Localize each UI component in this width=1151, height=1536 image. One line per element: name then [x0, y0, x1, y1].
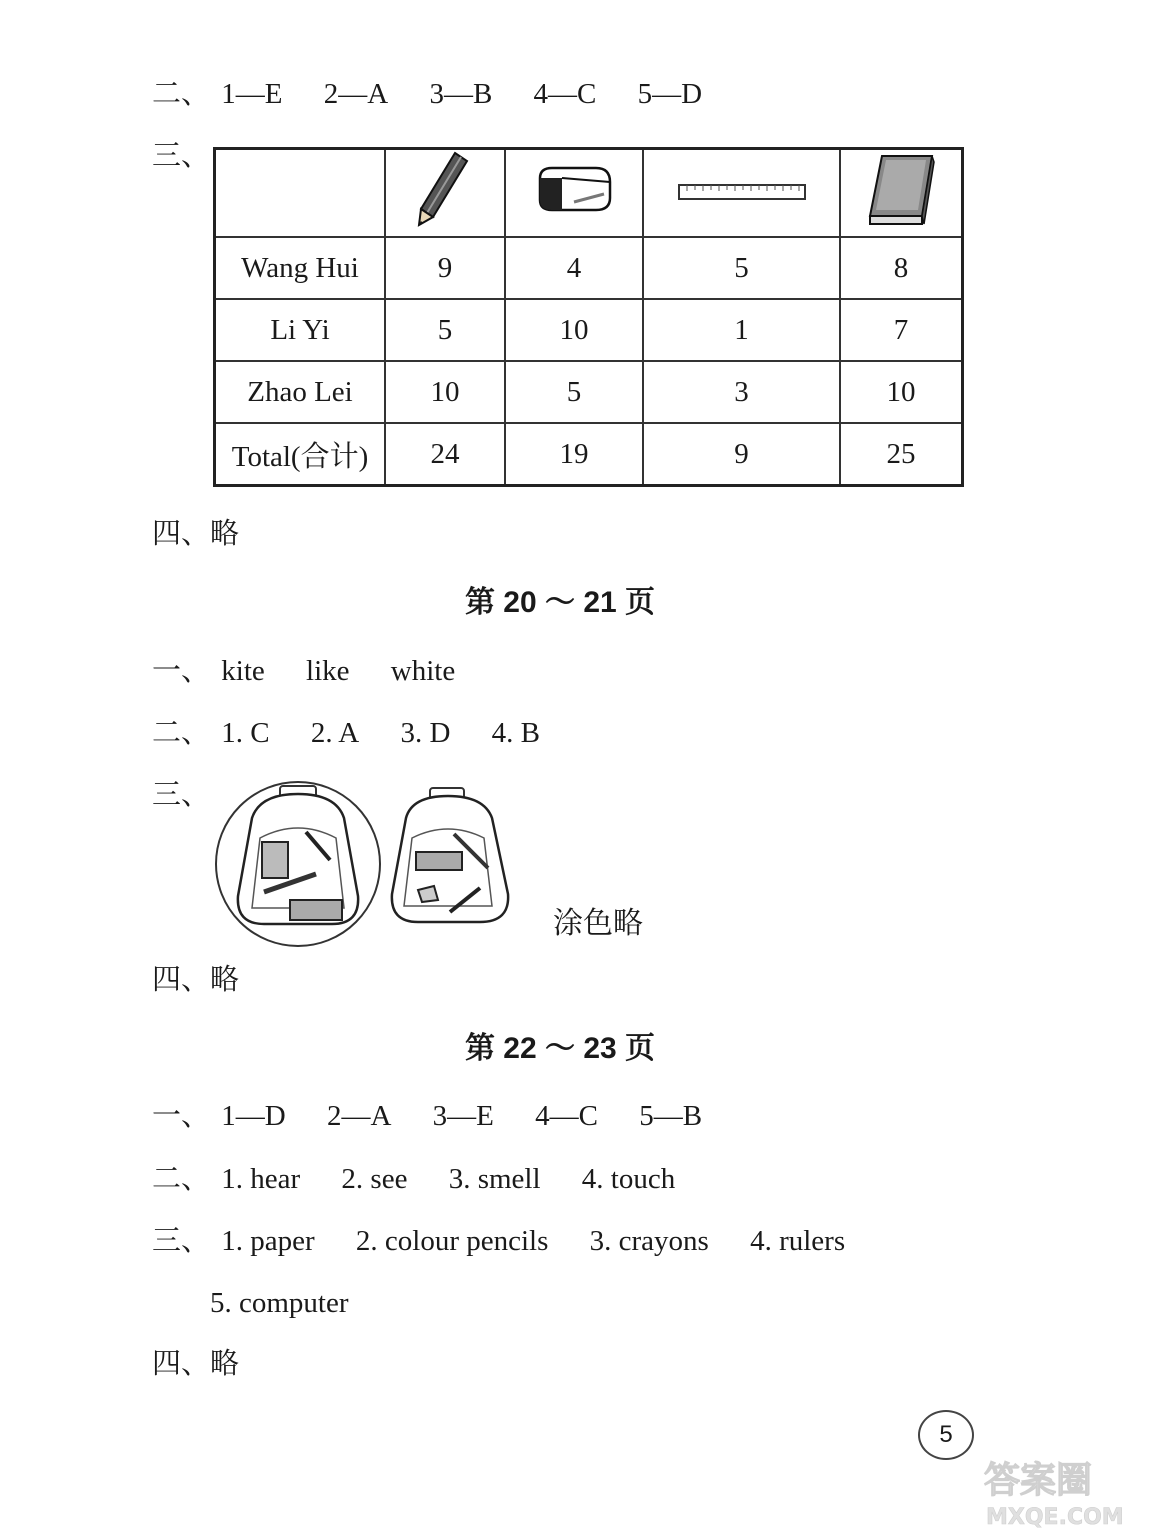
table-cell: 25 [840, 423, 963, 486]
answer-item: 1. hear [221, 1163, 301, 1195]
answer-item: 5—D [637, 78, 703, 110]
schoolbag-icon [392, 788, 508, 922]
table-row-total [215, 423, 963, 486]
answer-line-s2-si [152, 966, 239, 995]
answer-item: 3—B [429, 78, 493, 110]
answer-line-s1-si [152, 520, 239, 549]
table-cell: 3 [643, 361, 840, 423]
table-cell: 19 [505, 423, 643, 486]
answer-item: 4. rulers [750, 1225, 846, 1257]
row-name: Zhao Lei [215, 361, 386, 423]
answer-item: 3. smell [448, 1163, 541, 1195]
ruler-icon [677, 182, 807, 202]
section-label: 四、 [152, 1348, 211, 1380]
book-icon [866, 152, 936, 226]
answer-item: 2. A [310, 717, 360, 749]
section-label: 四、 [152, 964, 211, 996]
answer-line-s3-san-cont: 5. computer [210, 1287, 349, 1319]
answer-item: 2—A [326, 1100, 392, 1132]
table-cell: 10 [840, 361, 963, 423]
answer-item: 1. paper [221, 1225, 315, 1257]
eraser-icon [534, 164, 614, 214]
answer-item: 4—C [535, 1100, 598, 1132]
header-empty-cell [215, 149, 386, 238]
answer-line-s3-san [152, 1227, 879, 1256]
table-cell: 5 [385, 299, 505, 361]
page-range-heading: 第 22 ～ 23 页 [464, 1032, 656, 1065]
watermark-logo [980, 1448, 1145, 1528]
answer-item: 3—E [432, 1100, 494, 1132]
section-label: 二、 [152, 1163, 211, 1195]
table-cell: 1 [643, 299, 840, 361]
section-label-s2-san: 三、 [152, 779, 211, 811]
table-cell: 4 [505, 237, 643, 299]
page-range-heading: 第 20 ～ 21 页 [464, 586, 656, 619]
watermark-top: 答案圈 [984, 1460, 1093, 1501]
answer-item: 2. colour pencils [355, 1225, 549, 1257]
section-label-s1-san: 三、 [152, 140, 211, 172]
row-name: Wang Hui [215, 237, 386, 299]
answer-item: white [390, 655, 456, 687]
answer-item: 2—A [323, 78, 389, 110]
answer-line-s3-si [152, 1350, 239, 1379]
answer-item: 5—B [639, 1100, 703, 1132]
answer-item: 4. B [491, 717, 540, 749]
answer-line-s2-yi [152, 657, 489, 686]
schoolbag-icon [238, 786, 358, 924]
table-cell: 10 [385, 361, 505, 423]
stationery-table [213, 147, 964, 487]
row-name: Total(合计) [215, 423, 386, 486]
answer-item: 1—E [221, 78, 283, 110]
table-row [215, 361, 963, 423]
answer-item: like [306, 655, 350, 687]
answer-item: 4—C [533, 78, 597, 110]
answer-line-s2-er [152, 719, 574, 748]
header-cell-eraser [505, 149, 643, 238]
answer-line-s1-er [152, 80, 736, 109]
section-label: 一、 [152, 655, 211, 687]
header-cell-pencil [385, 149, 505, 238]
section-label: 三、 [152, 1225, 211, 1257]
schoolbag-illustration [212, 778, 522, 948]
table-cell: 9 [385, 237, 505, 299]
section-label: 一、 [152, 1100, 211, 1132]
answer-item: 3. crayons [589, 1225, 709, 1257]
watermark-bottom: MXQE.COM [986, 1505, 1124, 1528]
answer-text: 略 [210, 1348, 240, 1380]
section-label: 二、 [152, 78, 211, 110]
section-label: 二、 [152, 717, 211, 749]
answer-text: 略 [210, 518, 240, 550]
table-cell: 9 [643, 423, 840, 486]
answer-text: 略 [210, 964, 240, 996]
coloring-note: 涂色略 [553, 906, 643, 941]
table-cell: 7 [840, 299, 963, 361]
page-number: 5 [918, 1410, 974, 1460]
pencil-icon [415, 151, 475, 227]
header-cell-book [840, 149, 963, 238]
header-cell-ruler [643, 149, 840, 238]
table-cell: 10 [505, 299, 643, 361]
table-cell: 8 [840, 237, 963, 299]
answer-item: 1. C [221, 717, 270, 749]
answer-item: kite [221, 655, 265, 687]
answer-item: 3. D [400, 717, 451, 749]
answer-item: 2. see [341, 1163, 408, 1195]
answer-item: 1—D [221, 1100, 286, 1132]
section-label: 四、 [152, 518, 211, 550]
answer-line-s3-er [152, 1165, 709, 1194]
table-row [215, 299, 963, 361]
row-name: Li Yi [215, 299, 386, 361]
answer-item: 4. touch [581, 1163, 676, 1195]
table-cell: 24 [385, 423, 505, 486]
table-cell: 5 [505, 361, 643, 423]
table-cell: 5 [643, 237, 840, 299]
answer-line-s3-yi [152, 1102, 736, 1131]
table-header-row [215, 149, 963, 238]
table-row [215, 237, 963, 299]
